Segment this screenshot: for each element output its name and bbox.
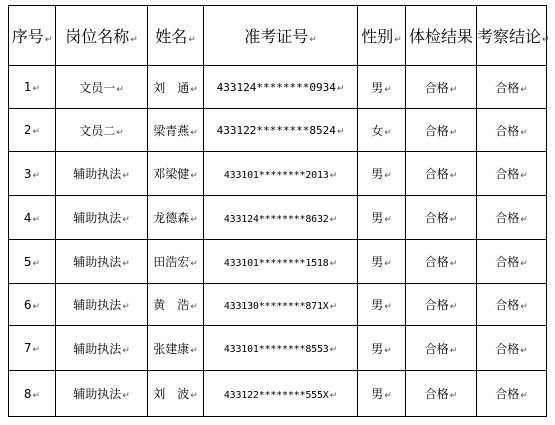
- cell-medical: 合格↵: [406, 240, 477, 284]
- cell-post: 辅助执法↵: [56, 371, 148, 417]
- cell-exam-id: 433122********8524↵: [204, 109, 358, 152]
- cell-no: 5↵: [9, 240, 56, 284]
- cell-review: 合格↵: [477, 240, 547, 284]
- cell-no: 6↵: [9, 284, 56, 326]
- cell-gender: 男↵: [358, 196, 406, 240]
- cell-no: 8↵: [9, 371, 56, 417]
- cell-name: 刘 波↵: [148, 371, 204, 417]
- cell-medical: 合格↵: [406, 326, 477, 371]
- cell-post: 辅助执法↵: [56, 196, 148, 240]
- cell-name: 龙德森↵: [148, 196, 204, 240]
- cell-name: 黄 浩↵: [148, 284, 204, 326]
- cell-exam-id: 433122********555X↵: [204, 371, 358, 417]
- header-exam-id: 准考证号↵: [204, 6, 358, 66]
- cell-gender: 男↵: [358, 371, 406, 417]
- cell-exam-id: 433101********1518↵: [204, 240, 358, 284]
- cell-medical: 合格↵: [406, 284, 477, 326]
- cell-name: 刘 通↵: [148, 66, 204, 109]
- cell-gender: 男↵: [358, 284, 406, 326]
- cell-review: 合格↵: [477, 371, 547, 417]
- cell-gender: 女↵: [358, 109, 406, 152]
- cell-post: 辅助执法↵: [56, 284, 148, 326]
- table-row: [9, 240, 547, 284]
- table-row: [9, 109, 547, 152]
- header-row: [9, 6, 547, 66]
- cell-gender: 男↵: [358, 152, 406, 196]
- cell-gender: 男↵: [358, 66, 406, 109]
- cell-review: 合格↵: [477, 109, 547, 152]
- cell-gender: 男↵: [358, 326, 406, 371]
- header-review: 考察结论↵: [477, 6, 547, 66]
- cell-medical: 合格↵: [406, 66, 477, 109]
- table-row: [9, 284, 547, 326]
- cell-post: 文员一↵: [56, 66, 148, 109]
- cell-medical: 合格↵: [406, 196, 477, 240]
- cell-name: 梁青燕↵: [148, 109, 204, 152]
- cell-exam-id: 433101********8553↵: [204, 326, 358, 371]
- table-row: [9, 152, 547, 196]
- cell-no: 4↵: [9, 196, 56, 240]
- cell-medical: 合格↵: [406, 109, 477, 152]
- cell-name: 田浩宏↵: [148, 240, 204, 284]
- cell-review: 合格↵: [477, 196, 547, 240]
- cell-exam-id: 433124********0934↵: [204, 66, 358, 109]
- header-gender: 性别↵: [358, 6, 406, 66]
- cell-medical: 合格↵: [406, 152, 477, 196]
- cell-review: 合格↵: [477, 152, 547, 196]
- results-table: [8, 5, 550, 417]
- cell-name: 张建康↵: [148, 326, 204, 371]
- cell-medical: 合格↵: [406, 371, 477, 417]
- cell-no: 2↵: [9, 109, 56, 152]
- cell-post: 辅助执法↵: [56, 326, 148, 371]
- cell-review: 合格↵: [477, 284, 547, 326]
- cell-post: 辅助执法↵: [56, 240, 148, 284]
- header-no: 序号↵: [9, 6, 56, 66]
- cell-name: 邓梁健↵: [148, 152, 204, 196]
- cell-gender: 男↵: [358, 240, 406, 284]
- header-medical: 体检结果: [406, 6, 477, 66]
- cell-exam-id: 433130********871X↵: [204, 284, 358, 326]
- cell-no: 3↵: [9, 152, 56, 196]
- cell-post: 辅助执法↵: [56, 152, 148, 196]
- table-row: [9, 371, 547, 417]
- table-row: [9, 66, 547, 109]
- cell-review: 合格↵: [477, 66, 547, 109]
- cell-post: 文员二↵: [56, 109, 148, 152]
- cell-exam-id: 433124********8632↵: [204, 196, 358, 240]
- header-post: 岗位名称↵: [56, 6, 148, 66]
- table-row: [9, 326, 547, 371]
- header-name: 姓名↵: [148, 6, 204, 66]
- cell-exam-id: 433101********2013↵: [204, 152, 358, 196]
- cell-review: 合格↵: [477, 326, 547, 371]
- cell-no: 7↵: [9, 326, 56, 371]
- table-row: [9, 196, 547, 240]
- cell-no: 1↵: [9, 66, 56, 109]
